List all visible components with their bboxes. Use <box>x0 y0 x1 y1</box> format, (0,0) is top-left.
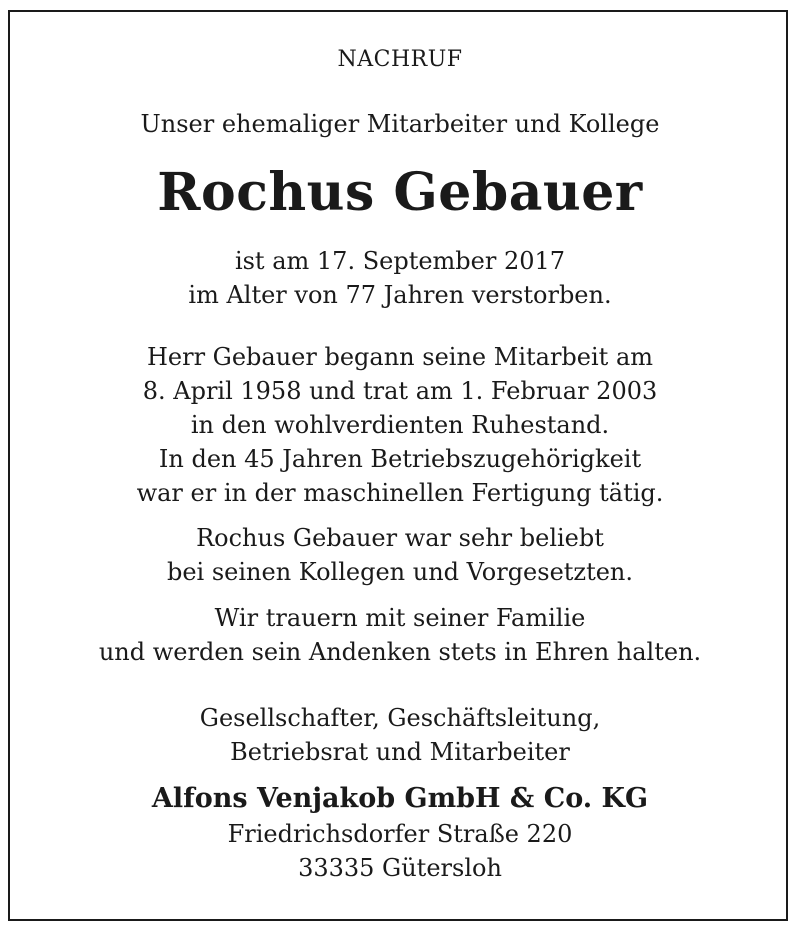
company-street: Friedrichsdorfer Straße 220 <box>227 820 573 848</box>
intro-text: Unser ehemaliger Mitarbeiter und Kollege <box>140 110 660 138</box>
career-line: In den 45 Jahren Betriebszugehörigkeit <box>158 445 642 473</box>
mourning-line: und werden sein Andenken stets in Ehren halten. <box>98 638 702 666</box>
company-name: Alfons Venjakob GmbH & Co. KG <box>151 783 649 814</box>
death-line: im Alter von 77 Jahren verstorben. <box>188 281 612 309</box>
popularity-paragraph <box>0 521 800 589</box>
signers-line: Gesellschafter, Geschäftsleitung, <box>199 704 601 732</box>
career-line: 8. April 1958 und trat am 1. Februar 2003 <box>142 377 658 405</box>
mourning-paragraph <box>0 601 800 669</box>
career-paragraph <box>0 340 800 510</box>
deceased-name: Rochus Gebauer <box>157 162 643 223</box>
company-address <box>0 817 800 885</box>
mourning-line: Wir trauern mit seiner Familie <box>214 604 586 632</box>
career-line: war er in der maschinellen Fertigung tätig. <box>136 479 664 507</box>
death-line: ist am 17. September 2017 <box>234 247 566 275</box>
signers <box>0 701 800 769</box>
career-line: in den wohlverdienten Ruhestand. <box>190 411 610 439</box>
company-city: 33335 Gütersloh <box>298 854 502 882</box>
signers-line: Betriebsrat und Mitarbeiter <box>230 738 570 766</box>
popularity-line: bei seinen Kollegen und Vorgesetzten. <box>166 558 634 586</box>
popularity-line: Rochus Gebauer war sehr beliebt <box>196 524 604 552</box>
career-line: Herr Gebauer begann seine Mitarbeit am <box>146 343 654 371</box>
obituary-heading: NACHRUF <box>337 47 463 72</box>
death-notice <box>0 244 800 312</box>
